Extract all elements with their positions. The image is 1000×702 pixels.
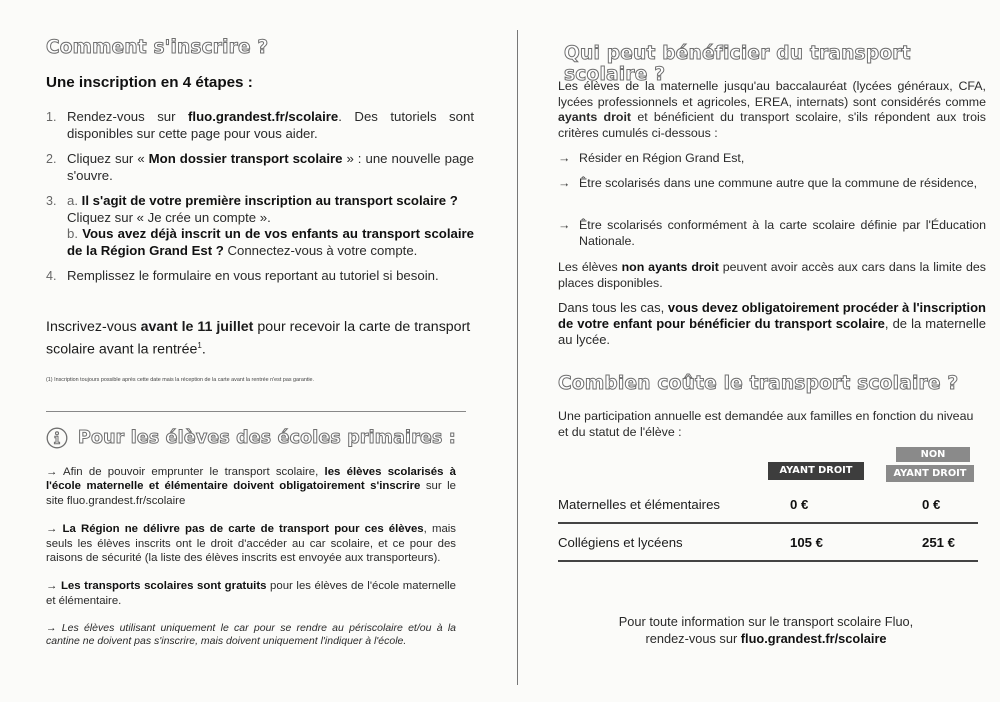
link-fluo-scolaire[interactable]: fluo.grandest.fr/scolaire — [740, 630, 887, 646]
column-divider — [517, 30, 518, 685]
non-eligible-note: Les élèves non ayants droit peuvent avoir accès aux cars dans la limite des places disponibles. — [558, 260, 986, 290]
contact-info: Pour toute information sur le transport scolaire Fluo, rendez-vous sur fluo.grandest.fr/scolaire — [618, 614, 914, 646]
link-fluo-scolaire[interactable]: fluo.grandest.fr/scolaire — [188, 109, 339, 124]
arrow-icon: → — [558, 218, 571, 232]
section-title-cost: Combien coûte le transport scolaire ? — [558, 373, 959, 394]
info-icon — [46, 427, 68, 449]
primary-info-4: → Les élèves utilisant uniquement le car pour se rendre au périscolaire et/ou à la cantine ne doivent pas s'inscrire, mais doivent uniquement l'indiquer à l'école. — [46, 622, 456, 648]
primary-schools-title: Pour les élèves des écoles primaires : — [78, 428, 456, 448]
row-label: Maternelles et élémentaires — [558, 497, 720, 512]
left-column — [46, 0, 476, 702]
divider — [46, 411, 466, 412]
primary-info-1: → Afin de pouvoir emprunter le transport scolaire, les élèves scolarisés à l'école maternelle et élémentaire doivent obligatoirement s'inscrire sur le site fluo.grandest.fr/scolaire — [46, 466, 457, 507]
criterion-3: → Être scolarisés conformément à la carte scolaire définie par l'Éducation Nationale. — [558, 218, 986, 248]
primary-schools-info — [46, 465, 456, 649]
arrow-icon: → — [558, 176, 571, 190]
arrow-icon: → — [558, 151, 571, 165]
table-rule — [558, 560, 978, 562]
badge-non-top: NON — [896, 447, 970, 462]
mandatory-registration-note: Dans tous les cas, vous devez obligatoirement procéder à l'inscription de votre enfant pour bénéficier du transport scolaire, de la maternelle au lycée. — [558, 300, 987, 348]
deadline-notice: Inscrivez-vous avant le 11 juillet pour recevoir la carte de transport scolaire avant la rentrée$^1$. — [46, 319, 471, 358]
step-4: 4. Remplissez le formulaire en vous reportant au tutoriel si besoin. — [46, 268, 439, 283]
price-non-ayant-droit: 0 € — [922, 497, 941, 512]
price-ayant-droit: 0 € — [790, 497, 809, 512]
cost-intro: Une participation annuelle est demandée aux familles en fonction du niveau et du statut de l'élève : — [558, 409, 974, 439]
primary-schools-header — [46, 425, 456, 451]
badge-ayant-droit: AYANT DROIT — [768, 462, 864, 480]
criterion-1: → Résider en Région Grand Est, — [558, 151, 745, 165]
price-non-ayant-droit: 251 € — [922, 535, 956, 550]
price-row-secondary — [558, 529, 978, 557]
price-row-primary — [558, 491, 978, 519]
row-label: Collégiens et lycéens — [558, 535, 683, 550]
primary-info-2: → La Région ne délivre pas de carte de transport pour ces élèves, mais seuls les élèves inscrits ont le droit d'accéder au car scolaire, et ce pour des raisons de sécurité (la liste des élèves inscrits est envoyée aux transporteurs). — [46, 523, 456, 565]
subtitle-4-steps: Une inscription en 4 étapes : — [46, 74, 253, 91]
step-1: 1. Rendez-vous sur fluo.grandest.fr/scolaire. Des tutoriels sont disponibles sur cette page pour vous aider. — [46, 109, 474, 141]
step-2: 2. Cliquez sur « Mon dossier transport scolaire » : une nouvelle page s'ouvre. — [46, 151, 474, 183]
table-rule — [558, 522, 978, 524]
right-column — [558, 0, 988, 702]
footnote: (1) Inscription toujours possible après cette date mais la réception de la carte avant la rentrée n'est pas garantie. — [46, 377, 315, 383]
primary-info-3: → Les transports scolaires sont gratuits pour les élèves de l'école maternelle et élémentaire. — [46, 580, 456, 607]
badge-non-ayant-droit: AYANT DROIT — [886, 465, 974, 482]
eligibility-intro: Les élèves de la maternelle jusqu'au baccalauréat (lycées généraux, CFA, lycées professionnels et agricoles, EREA, internats) sont considérés comme ayants droit et bénéficient du transport scolaire, s'ils répondent aux trois critères cumulés ci-dessous : — [558, 79, 986, 140]
step-3: 3. a. Il s'agit de votre première inscription au transport scolaire ? Cliquez sur « Je crée un compte ». b. Vous avez déjà inscrit un de vos enfants au transport scolaire de la Région Grand Est ? Connectez-vous à votre compte. — [46, 193, 474, 258]
steps-list — [46, 109, 474, 294]
section-title-eligibility: Qui peut bénéficier du transport scolaire ? — [564, 43, 911, 85]
price-ayant-droit: 105 € — [790, 535, 824, 550]
section-title-inscription: Comment s'inscrire ? — [46, 37, 269, 58]
criterion-2: → Être scolarisés dans une commune autre que la commune de résidence, — [558, 176, 978, 190]
